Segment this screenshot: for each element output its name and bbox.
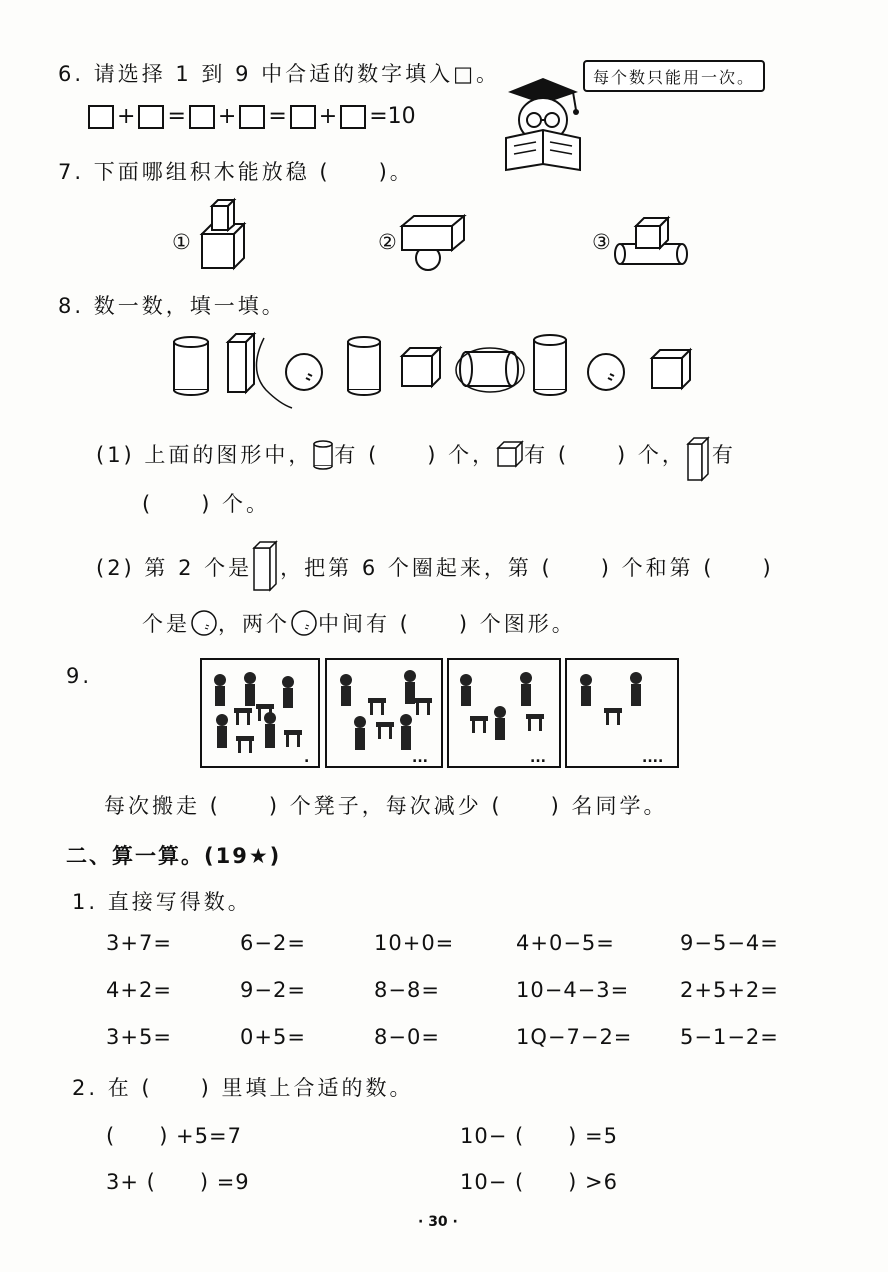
answer-box-6[interactable] bbox=[340, 105, 366, 129]
shape-6-lying-cylinder bbox=[456, 348, 524, 392]
q8-part1-text-a: (1) 上面的图形中， bbox=[96, 443, 313, 467]
speech-bubble bbox=[583, 60, 765, 92]
shape-4-cylinder bbox=[348, 337, 380, 395]
sec2-part2-title: 2. 在 ( ) 里填上合适的数。 bbox=[72, 1076, 414, 1100]
q8-part1 bbox=[96, 424, 736, 484]
answer-box-5[interactable] bbox=[290, 105, 316, 129]
answer-box-2[interactable] bbox=[138, 105, 164, 129]
eq-op: =10 bbox=[369, 104, 416, 129]
q9-number: 9. bbox=[66, 664, 93, 688]
calc-r2c2: 9−2= bbox=[240, 978, 306, 1002]
calc-r1c4: 4+0−5= bbox=[516, 931, 615, 955]
q8-part1-text-d: 有 bbox=[711, 443, 736, 467]
sphere-icon bbox=[290, 609, 318, 637]
shape-9-cube bbox=[652, 350, 690, 388]
fill-r1c1: ( ) +5=7 bbox=[106, 1124, 242, 1148]
calc-r2c4: 10−4−3= bbox=[516, 978, 630, 1002]
q8-part2-text-d: ，两个 bbox=[218, 612, 290, 636]
shape-7-cylinder bbox=[534, 335, 566, 395]
q8-part1-text-e: ( ) 个。 bbox=[142, 492, 271, 516]
fill-r1c2: 10− ( ) =5 bbox=[460, 1124, 619, 1148]
answer-box-1[interactable] bbox=[88, 105, 114, 129]
calc-r1c2: 6−2= bbox=[240, 931, 306, 955]
q8-part1-text-b: 有 ( ) 个， bbox=[334, 443, 497, 467]
q8-part2-text-e: 中间有 ( ) 个图形。 bbox=[318, 612, 576, 636]
q7-blocks-1 bbox=[198, 198, 254, 270]
cube-icon bbox=[496, 440, 524, 468]
eq-op: + bbox=[117, 104, 136, 129]
fill-r2c1: 3+ ( ) =9 bbox=[106, 1170, 250, 1194]
section-2-title: 二、算一算。(19★) bbox=[66, 844, 282, 868]
calc-r3c2: 0+5= bbox=[240, 1025, 306, 1049]
sphere-icon bbox=[190, 609, 218, 637]
shape-1-cylinder bbox=[174, 337, 208, 395]
answer-box-4[interactable] bbox=[239, 105, 265, 129]
shape-5-cube bbox=[402, 348, 440, 386]
calc-r3c3: 8−0= bbox=[374, 1025, 440, 1049]
shape-2-tall-cuboid bbox=[228, 334, 254, 392]
q8-shape-row bbox=[168, 330, 698, 410]
tall-cuboid-icon bbox=[252, 540, 280, 594]
calc-r1c5: 9−5−4= bbox=[680, 931, 779, 955]
q6-equation bbox=[88, 104, 419, 129]
q7-blocks-2 bbox=[400, 212, 470, 272]
q8-part2-line2 bbox=[142, 608, 576, 638]
calc-r1c3: 10+0= bbox=[374, 931, 455, 955]
reading-boy-illustration bbox=[498, 70, 588, 175]
calc-r1c1: 3+7= bbox=[106, 931, 172, 955]
calc-r3c5: 5−1−2= bbox=[680, 1025, 779, 1049]
answer-box-3[interactable] bbox=[189, 105, 215, 129]
q6-prompt: 6. 请选择 1 到 9 中合适的数字填入□。 bbox=[58, 62, 500, 86]
q7-option-2-label: ② bbox=[378, 230, 400, 254]
page-number: · 30 · bbox=[418, 1214, 458, 1230]
eq-op: = bbox=[167, 104, 186, 129]
calc-r3c4: 1Q−7−2= bbox=[516, 1025, 633, 1049]
panel-dots: ... bbox=[412, 750, 428, 766]
q7-blocks-3 bbox=[614, 214, 692, 270]
shape-8-sphere bbox=[588, 354, 624, 390]
bubble-text: 每个数只能用一次。 bbox=[593, 68, 756, 87]
calc-r2c3: 8−8= bbox=[374, 978, 440, 1002]
q8-prompt: 8. 数一数，填一填。 bbox=[58, 294, 286, 318]
q8-part1-text-c: 有 ( ) 个， bbox=[524, 443, 686, 467]
shape-3-sphere bbox=[286, 354, 322, 390]
eq-op: + bbox=[318, 104, 338, 129]
fill-r2c2: 10− ( ) >6 bbox=[460, 1170, 619, 1194]
q7-option-1-label: ① bbox=[172, 230, 194, 254]
q9-question: 每次搬走 ( ) 个凳子，每次减少 ( ) 名同学。 bbox=[104, 794, 668, 818]
q8-part2-text-c: 个是 bbox=[142, 612, 190, 636]
tall-cuboid-icon bbox=[686, 436, 712, 484]
calc-r2c1: 4+2= bbox=[106, 978, 172, 1002]
panel-dots: ... bbox=[530, 750, 546, 766]
panel-dots: . bbox=[304, 750, 310, 766]
panel-dots: .... bbox=[642, 750, 664, 766]
q8-part2-text-b: ，把第 6 个圈起来，第 ( ) 个和第 ( ) bbox=[280, 556, 774, 580]
q9-picture-panels bbox=[200, 658, 680, 770]
q7-prompt: 7. 下面哪组积木能放稳 ( )。 bbox=[58, 160, 414, 184]
calc-r3c1: 3+5= bbox=[106, 1025, 172, 1049]
q8-part2-text-a: (2) 第 2 个是 bbox=[96, 556, 253, 580]
eq-op: + bbox=[217, 104, 237, 129]
q8-part2 bbox=[96, 540, 774, 594]
cylinder-icon bbox=[312, 439, 334, 469]
q7-option-3-label: ③ bbox=[592, 230, 614, 254]
calc-r2c5: 2+5+2= bbox=[680, 978, 779, 1002]
eq-op: = bbox=[268, 104, 287, 129]
sec2-part1-title: 1. 直接写得数。 bbox=[72, 890, 252, 914]
